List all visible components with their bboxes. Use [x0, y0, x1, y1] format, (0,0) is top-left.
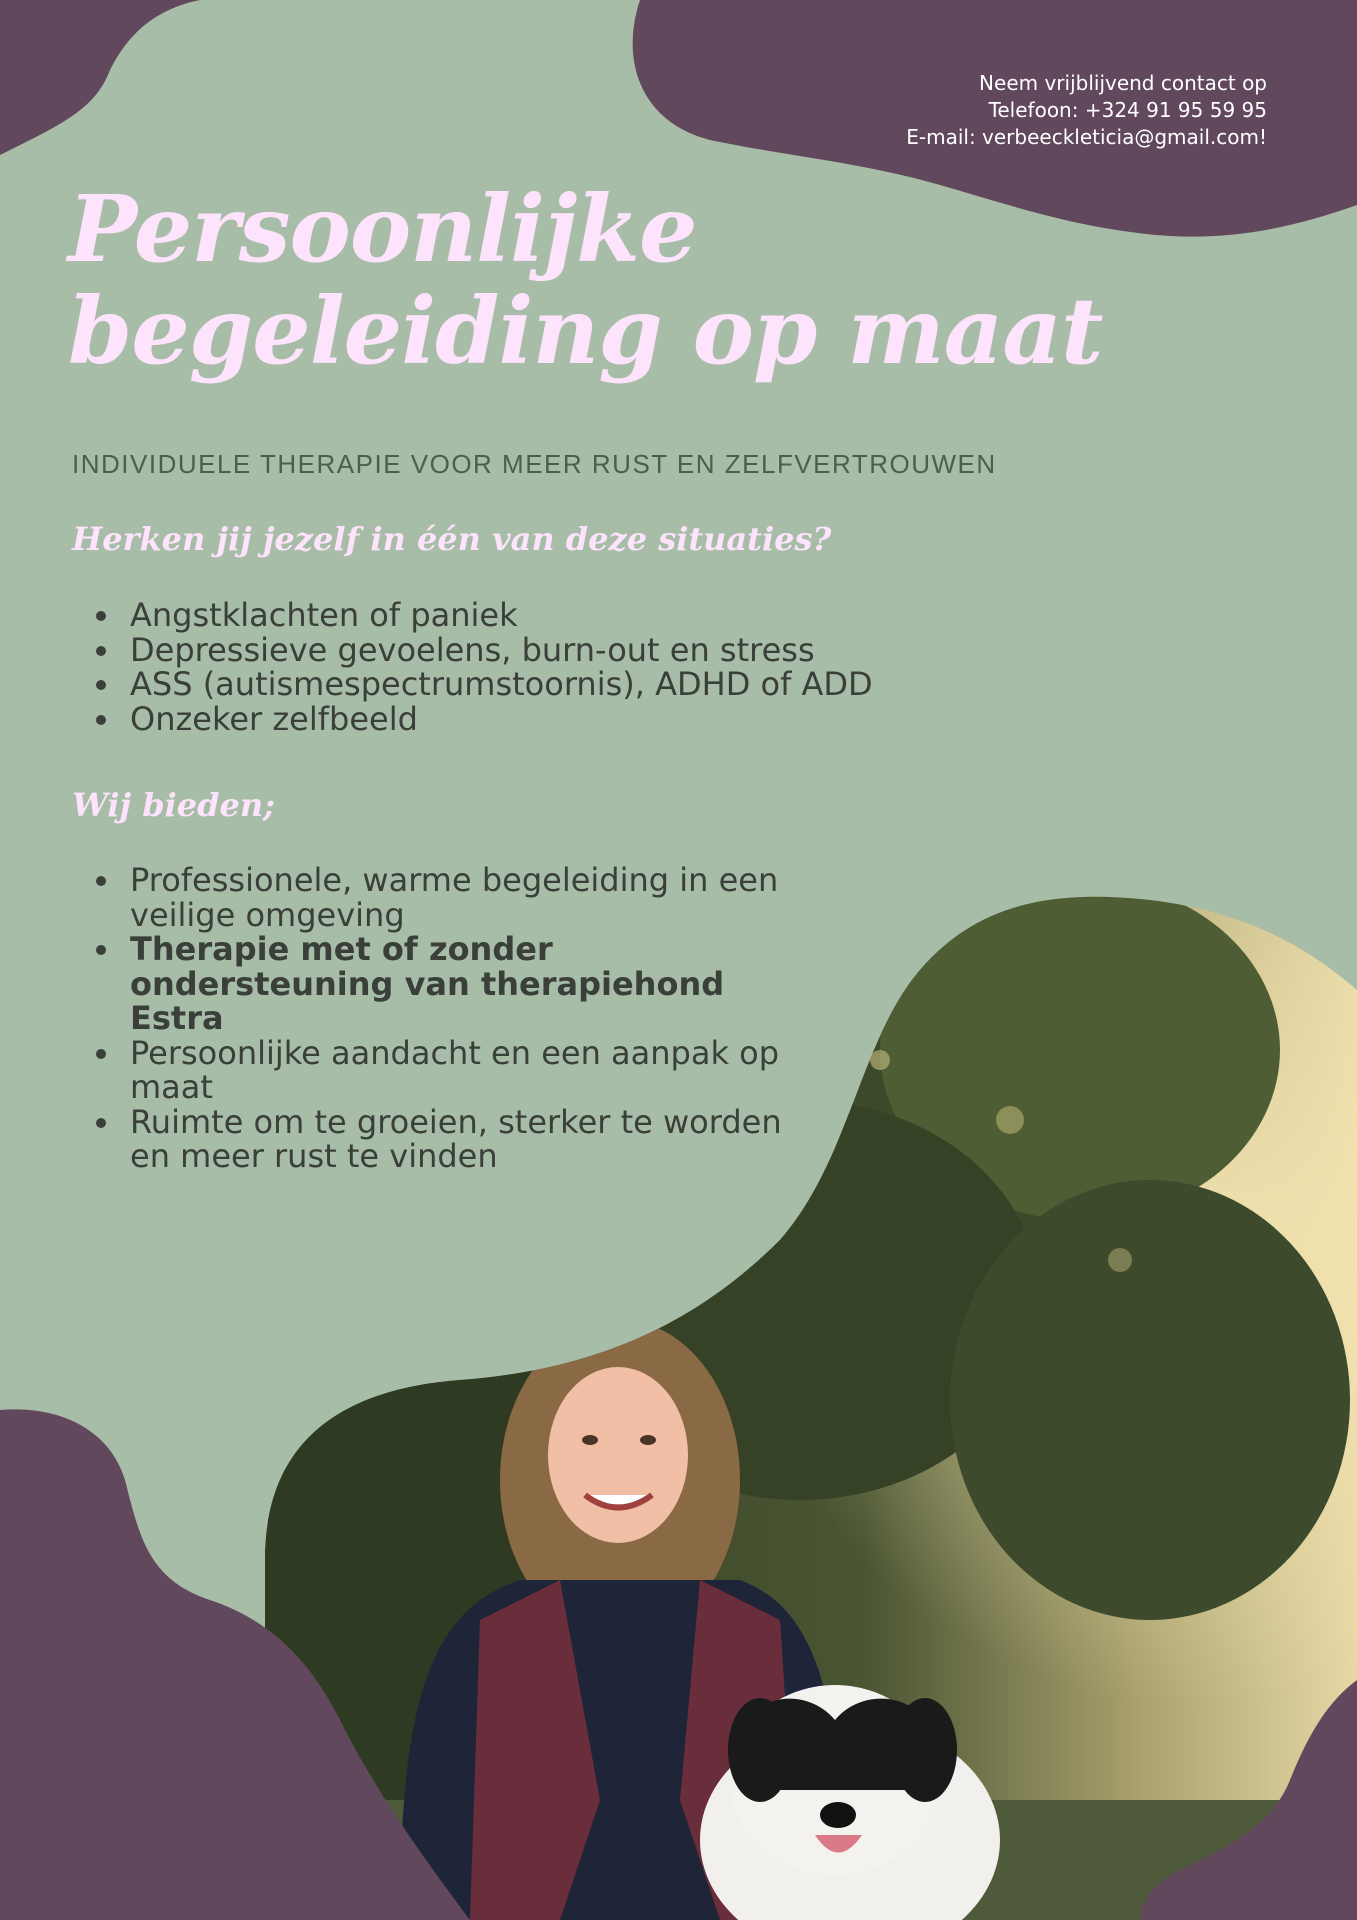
offer-list: [130, 863, 810, 1174]
list-item: Onzeker zelfbeeld: [130, 702, 1030, 737]
list-item-highlight: Therapie met of zonder ondersteuning van therapiehond Estra: [130, 932, 810, 1036]
list-item: Professionele, warme begeleiding in een veilige omgeving: [130, 863, 810, 932]
title-line-2: begeleiding op maat: [68, 277, 1103, 385]
list-item: Persoonlijke aandacht en een aanpak op maat: [130, 1036, 810, 1105]
situations-list: [130, 598, 1030, 736]
title-line-1: Persoonlijke: [68, 175, 697, 283]
list-item: Ruimte om te groeien, sterker te worden en meer rust te vinden: [130, 1105, 810, 1174]
list-item: Angstklachten of paniek: [130, 598, 1030, 633]
blob-top-left: [0, 0, 200, 155]
contact-phone[interactable]: Telefoon: +324 91 95 59 95: [988, 98, 1267, 122]
contact-info: [906, 70, 1267, 151]
page-title: [68, 175, 1103, 385]
situations-heading: Herken jij jezelf in één van deze situaties?: [72, 520, 832, 558]
contact-email[interactable]: E-mail: verbeeckleticia@gmail.com!: [906, 125, 1267, 149]
page-subtitle: INDIVIDUELE THERAPIE VOOR MEER RUST EN ZELFVERTROUWEN: [72, 449, 997, 479]
list-item: ASS (autismespectrumstoornis), ADHD of ADD: [130, 667, 1030, 702]
list-item: Depressieve gevoelens, burn-out en stress: [130, 633, 1030, 668]
contact-intro: Neem vrijblijvend contact op: [979, 71, 1267, 95]
offer-heading: Wij bieden;: [72, 786, 275, 824]
